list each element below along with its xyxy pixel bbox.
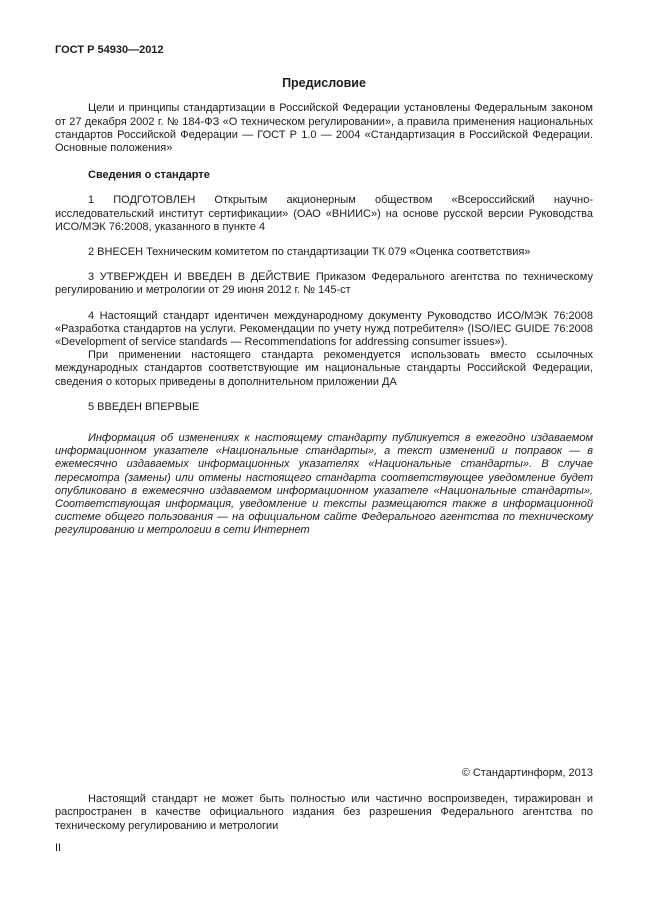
page-footer (55, 767, 593, 855)
edition-note: Информация об изменениях к настоящему стандарту публикуется в ежегодно издаваемом информационном указателе «Национальные стандарты», а текст изменений и поправок — в ежемесячно издаваемых информационных указателях «Национальные стандарты». В случае пересмотра (замены) или отмены настоящего стандарта соответствующее уведомление будет опубликовано в ежемесячно издаваемом информационном указателе «Национальные стандарты». Соответствующая информация, уведомление и тексты размещаются также в информационной системе общего пользования — на официальном сайте Федерального агентства по техническому регулированию и метрологии в сети Интернет (55, 432, 593, 537)
section-heading: Сведения о стандарте (88, 169, 210, 182)
standard-info-item-4-continuation: При применении настоящего стандарта рекомендуется использовать вместо ссылочных международных стандартов соответствующие им национальные стандарты Российской Федерации, сведения о которых приведены в дополнительном приложении ДА (55, 349, 593, 388)
intro-paragraph: Цели и принципы стандартизации в Российской Федерации установлены Федеральным законом от 27 декабря 2002 г. № 184-ФЗ «О техническом регулировании», а правила применения национальных стандартов Российской Федерации — ГОСТ Р 1.0 — 2004 «Стандартизация в Российской Федерации. Основные положения» (55, 102, 593, 155)
standard-info-item-1: 1 ПОДГОТОВЛЕН Открытым акционерным обществом «Всероссийский научно-исследовательский институт сертификации» (ОАО «ВНИИС») на основе русской версии Руководства ИСО/МЭК 76:2008, указанного в пункте 4 (55, 194, 593, 233)
standard-info-item-4: 4 Настоящий стандарт идентичен международному документу Руководство ИСО/МЭК 76:2008 «Разработка стандартов на услуги. Рекомендации по учету нужд потребителя» (ISO/IEC GUIDE 76:2008 «Development of service standards — Recommendations for addressing consumer issues»). (55, 309, 593, 349)
standard-info-item-3: 3 УТВЕРЖДЕН И ВВЕДЕН В ДЕЙСТВИЕ Приказом Федерального агентства по техническому регулированию и метрологии от 29 июня 2012 г. № 145-ст (55, 271, 593, 297)
reproduction-notice: Настоящий стандарт не может быть полностью или частично воспроизведен, тиражирован и распространен в качестве официального издания без разрешения Федерального агентства по техническому регулированию и метрологии (55, 793, 593, 832)
page-title: Предисловие (282, 76, 366, 91)
standard-info-item-5: 5 ВВЕДЕН ВПЕРВЫЕ (88, 400, 200, 413)
standard-info-item-2: 2 ВНЕСЕН Техническим комитетом по стандартизации ТК 079 «Оценка соответствия» (88, 246, 531, 259)
copyright-notice: © Стандартинформ, 2013 (461, 766, 593, 779)
page-number: II (55, 841, 62, 854)
document-code: ГОСТ Р 54930—2012 (55, 44, 164, 56)
